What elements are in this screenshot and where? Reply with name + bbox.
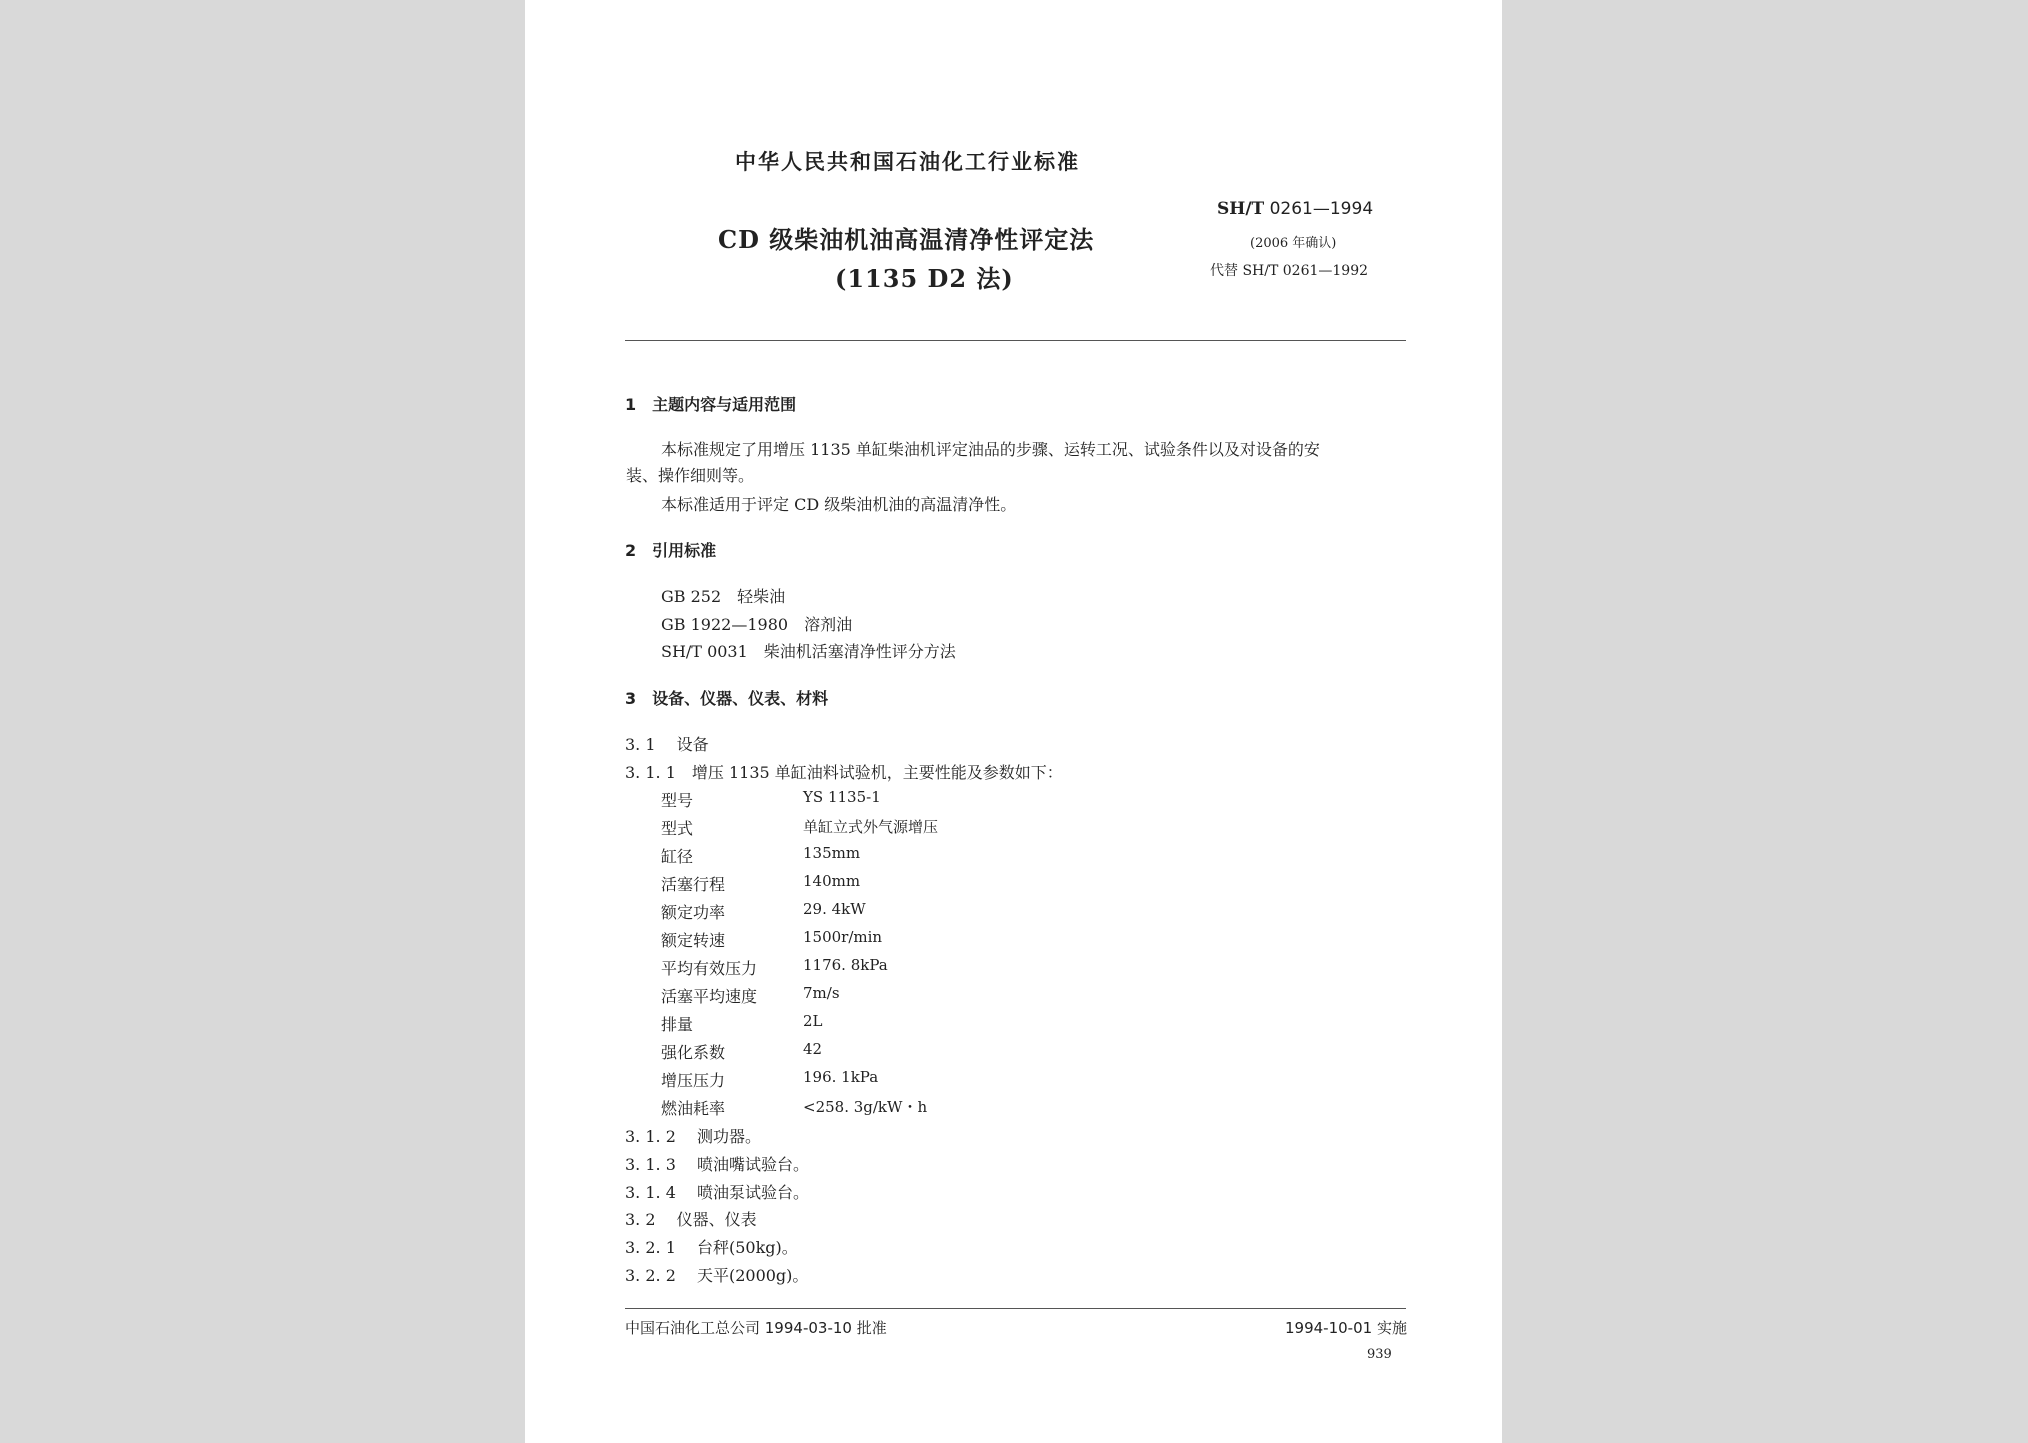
confirmation-note: (2006 年确认)	[1250, 236, 1337, 251]
spec-value: <258. 3g/kW・h	[803, 1098, 928, 1116]
section-1-paragraph-2: 本标准适用于评定 CD 级柴油机油的高温清净性。	[661, 495, 1017, 514]
reference-item: SH/T 0031 柴油机活塞清净性评分方法	[661, 642, 956, 661]
spec-value: YS 1135-1	[803, 788, 881, 806]
clause-3-1-2: 3. 1. 2 测功器。	[625, 1127, 761, 1146]
spec-label: 强化系数	[661, 1043, 726, 1062]
clause-3-2-2: 3. 2. 2 天平(2000g)。	[625, 1266, 809, 1285]
clause-3-2: 3. 2 仪器、仪表	[625, 1210, 757, 1229]
reference-item: GB 1922—1980 溶剂油	[661, 615, 853, 634]
spec-value: 196. 1kPa	[803, 1068, 879, 1086]
section-3-heading: 3 设备、仪器、仪表、材料	[625, 689, 829, 708]
clause-3-1-4: 3. 1. 4 喷油泵试验台。	[625, 1183, 809, 1202]
section-2-heading: 2 引用标准	[625, 541, 717, 560]
spec-value: 1176. 8kPa	[803, 956, 888, 974]
approval-note: 中国石油化工总公司 1994-03-10 批准	[625, 1319, 887, 1337]
spec-value: 7m/s	[803, 984, 840, 1002]
spec-value: 1500r/min	[803, 928, 883, 946]
spec-value: 42	[803, 1040, 823, 1058]
clause-3-1-3: 3. 1. 3 喷油嘴试验台。	[625, 1155, 809, 1174]
spec-label: 平均有效压力	[661, 959, 758, 978]
clause-3-2-1: 3. 2. 1 台秤(50kg)。	[625, 1238, 798, 1257]
spec-label: 燃油耗率	[661, 1099, 726, 1118]
spec-label: 型号	[661, 791, 694, 810]
header-divider	[625, 340, 1406, 341]
section-1-heading: 1 主题内容与适用范围	[625, 395, 797, 414]
section-1-paragraph-1-line-1: 本标准规定了用增压 1135 单缸柴油机评定油品的步骤、运转工况、试验条件以及对设备的安	[661, 440, 1320, 459]
spec-label: 额定转速	[661, 931, 726, 950]
effective-date: 1994-10-01 实施	[1285, 1319, 1407, 1337]
reference-item: GB 252 轻柴油	[661, 587, 786, 606]
spec-value: 2L	[803, 1012, 823, 1030]
spec-value: 29. 4kW	[803, 900, 866, 918]
document-subtitle: (1135 D2 法)	[835, 264, 1014, 293]
clause-3-1: 3. 1 设备	[625, 735, 709, 754]
clause-3-1-1: 3. 1. 1 增压 1135 单缸油料试验机，主要性能及参数如下：	[625, 763, 1063, 782]
spec-label: 额定功率	[661, 903, 726, 922]
page-number: 939	[1367, 1347, 1392, 1362]
issuing-organization: 中华人民共和国石油化工行业标准	[735, 150, 1080, 174]
spec-label: 型式	[661, 819, 694, 838]
standard-code-number: 0261—1994	[1264, 199, 1374, 219]
spec-value: 135mm	[803, 844, 861, 862]
spec-label: 活塞行程	[661, 875, 726, 894]
spec-label: 增压压力	[661, 1071, 726, 1090]
footer-divider	[625, 1308, 1406, 1309]
replaces-note: 代替 SH/T 0261—1992	[1210, 263, 1369, 279]
spec-value: 单缸立式外气源增压	[803, 818, 939, 836]
document-page	[525, 0, 1502, 1443]
document-title: CD 级柴油机油高温清净性评定法	[718, 225, 1095, 254]
spec-label: 排量	[661, 1015, 694, 1034]
standard-code	[1217, 199, 1373, 219]
spec-value: 140mm	[803, 872, 861, 890]
section-1-paragraph-1-line-2: 装、操作细则等。	[626, 466, 755, 485]
standard-code-prefix: SH/T	[1217, 199, 1265, 219]
spec-label: 缸径	[661, 847, 694, 866]
spec-label: 活塞平均速度	[661, 987, 758, 1006]
